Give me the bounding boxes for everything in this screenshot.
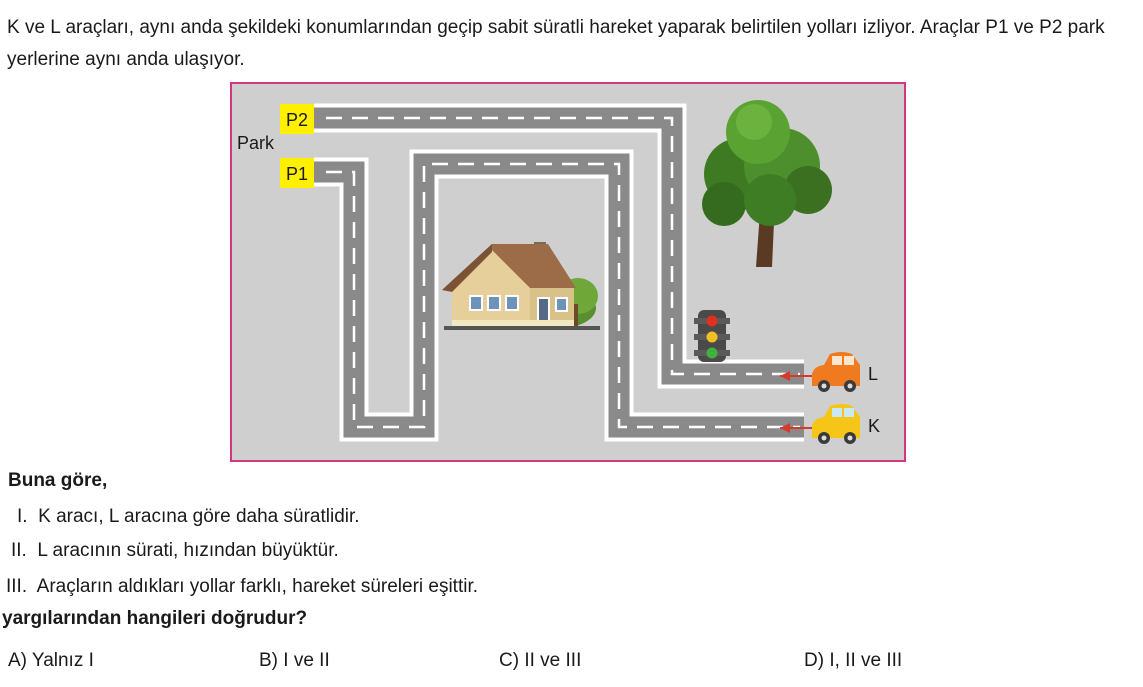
statement-text: Araçların aldıkları yollar farklı, hareket süreleri eşittir. [36,576,479,597]
statement-text: K aracı, L aracına göre daha süratlidir. [38,506,360,527]
p2-label: P2 [285,110,309,130]
question-prompt: yargılarından hangileri doğrudur? [2,608,308,629]
car-k-label: K [868,416,881,436]
question-stem: K ve L araçları, aynı anda şekildeki konumlarından geçip sabit süratli hareket yaparak belirtilen yolları izliyor. Araçlar P1 ve P2 park yerlerine aynı anda ulaşıyor. [7,17,1105,70]
option-c[interactable]: C) II ve III [499,650,582,671]
park-label: Park [237,133,275,153]
statement-number: III. [6,576,28,597]
statement-text: L aracının sürati, hızından büyüktür. [37,540,339,561]
statement-number: I. [17,506,28,527]
statement-3 [6,576,478,598]
lead-in: Buna göre, [8,470,108,491]
p1-label: P1 [285,164,309,184]
road-figure [230,82,906,462]
option-a[interactable]: A) Yalnız I [8,650,94,671]
statement-2 [11,540,339,562]
option-d[interactable]: D) I, II ve III [804,650,903,671]
car-l-label: L [868,364,879,384]
statement-1 [17,506,360,528]
statement-number: II. [11,540,27,561]
traffic-light-icon [694,310,730,362]
option-b[interactable]: B) I ve II [259,650,330,671]
